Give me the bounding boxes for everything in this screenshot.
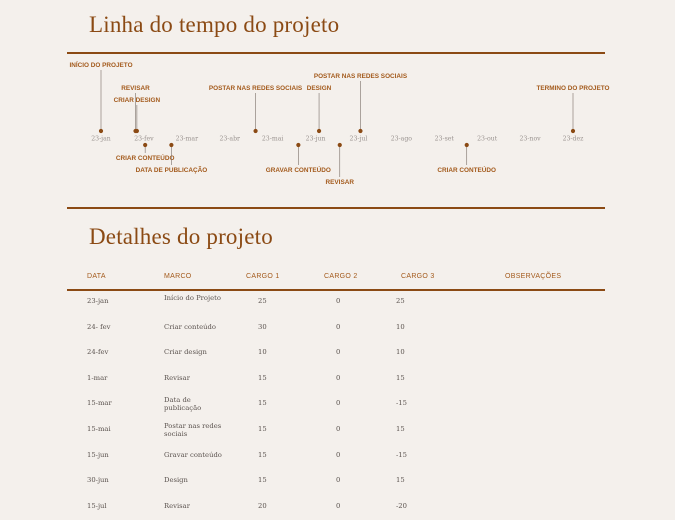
cell-date: 1-mar <box>87 373 108 382</box>
cell-cargo-2: 0 <box>336 425 341 433</box>
cell-date: 24- fev <box>87 322 111 331</box>
cell-cargo-1: 15 <box>258 450 267 459</box>
header-marco: MARCO <box>164 273 192 280</box>
table-header-rule <box>67 289 605 291</box>
cell-cargo-3: -15 <box>396 399 407 408</box>
cell-cargo-1: 15 <box>258 399 267 408</box>
header-cargo-2: CARGO 2 <box>324 273 358 280</box>
milestone-label: CRIAR DESIGN <box>113 97 161 104</box>
cell-date: 15-mai <box>87 425 111 433</box>
cell-cargo-3: -20 <box>396 501 407 510</box>
milestone-label: REVISAR <box>325 179 354 186</box>
header-observacoes: OBSERVAÇÕES <box>505 273 562 280</box>
milestone-label: GRAVAR CONTEÚDO <box>265 167 331 174</box>
cell-cargo-2: 0 <box>336 297 341 305</box>
cell-milestone: Criar design <box>164 348 207 357</box>
cell-cargo-3: 10 <box>396 322 405 331</box>
milestone-dot <box>317 129 321 133</box>
cell-date: 30-jun <box>87 476 109 485</box>
cell-cargo-1: 20 <box>258 501 267 510</box>
cell-date: 23-jan <box>87 297 109 305</box>
timeline-tick-label: 23-fev <box>134 135 154 143</box>
cell-cargo-3: -15 <box>396 450 407 459</box>
timeline-title: Linha do tempo do projeto <box>89 12 340 37</box>
cell-cargo-1: 15 <box>258 373 267 382</box>
cell-cargo-3: 15 <box>396 373 405 382</box>
milestone-dot <box>296 143 300 147</box>
timeline-tick-label: 23-nov <box>519 135 541 143</box>
timeline-tick-label: 23-mai <box>261 135 284 143</box>
cell-date: 24-fev <box>87 348 109 357</box>
cell-cargo-3: 25 <box>396 297 405 305</box>
cell-cargo-3: 15 <box>396 425 405 433</box>
milestone-dot <box>99 129 103 133</box>
cell-cargo-1: 10 <box>258 348 267 357</box>
cell-cargo-2: 0 <box>336 348 341 357</box>
middle-divider <box>67 207 605 209</box>
timeline-tick-label: 23-dez <box>562 135 584 143</box>
header-cargo-3: CARGO 3 <box>401 273 435 280</box>
milestone-dot <box>253 129 257 133</box>
milestone-label: POSTAR NAS REDES SOCIAIS <box>208 85 303 92</box>
cell-cargo-2: 0 <box>336 373 341 382</box>
cell-cargo-3: 10 <box>396 348 405 357</box>
milestone-label: POSTAR NAS REDES SOCIAIS <box>313 73 408 80</box>
timeline-tick-label: 23-abr <box>219 135 241 143</box>
timeline-tick-label: 23-jun <box>305 135 326 143</box>
header-cargo-1: CARGO 1 <box>246 273 280 280</box>
cell-cargo-1: 30 <box>258 322 267 331</box>
cell-cargo-1: 25 <box>258 297 267 305</box>
cell-cargo-2: 0 <box>336 476 341 485</box>
cell-cargo-2: 0 <box>336 322 341 331</box>
milestone-label: DATA DE PUBLICAÇÃO <box>135 167 208 174</box>
milestone-dot <box>169 143 173 147</box>
cell-milestone: Data de publicação <box>164 396 202 412</box>
cell-milestone: Revisar <box>164 373 190 382</box>
cell-milestone: Postar nas redes sociais <box>164 422 222 438</box>
milestone-label: CRIAR CONTEÚDO <box>437 167 497 174</box>
milestone-dot <box>465 143 469 147</box>
milestone-label: REVISAR <box>121 85 150 92</box>
milestone-label: TERMINO DO PROJETO <box>536 85 610 92</box>
cell-milestone: Revisar <box>164 501 190 510</box>
cell-date: 15-jun <box>87 450 109 459</box>
top-divider <box>67 52 605 54</box>
header-data: DATA <box>87 273 106 280</box>
timeline-tick-label: 23-mar <box>175 135 199 143</box>
milestone-dot <box>571 129 575 133</box>
milestone-dot <box>143 143 147 147</box>
cell-date: 15-mar <box>87 399 112 408</box>
timeline-tick-label: 23-jul <box>349 135 368 143</box>
details-title: Detalhes do projeto <box>89 224 273 249</box>
milestone-label: INÍCIO DO PROJETO <box>69 62 133 69</box>
cell-date: 15-jul <box>87 501 107 510</box>
cell-cargo-3: 15 <box>396 476 405 485</box>
cell-cargo-2: 0 <box>336 501 341 510</box>
timeline-chart <box>0 55 675 205</box>
milestone-label: CRIAR CONTEÚDO <box>115 155 175 162</box>
milestone-label: DESIGN <box>306 85 332 92</box>
cell-milestone: Design <box>164 476 188 485</box>
timeline-tick-label: 23-ago <box>390 135 413 143</box>
milestone-dot <box>338 143 342 147</box>
timeline-tick-label: 23-set <box>434 135 454 143</box>
milestone-dot <box>358 129 362 133</box>
cell-cargo-1: 15 <box>258 476 267 485</box>
milestone-dot <box>135 129 139 133</box>
timeline-tick-label: 23-jan <box>91 135 111 143</box>
cell-cargo-1: 15 <box>258 425 267 433</box>
cell-cargo-2: 0 <box>336 399 341 408</box>
cell-milestone: Início do Projeto <box>164 294 221 302</box>
timeline-tick-label: 23-out <box>477 135 498 143</box>
cell-milestone: Criar conteúdo <box>164 322 216 331</box>
cell-cargo-2: 0 <box>336 450 341 459</box>
cell-milestone: Gravar conteúdo <box>164 450 222 459</box>
